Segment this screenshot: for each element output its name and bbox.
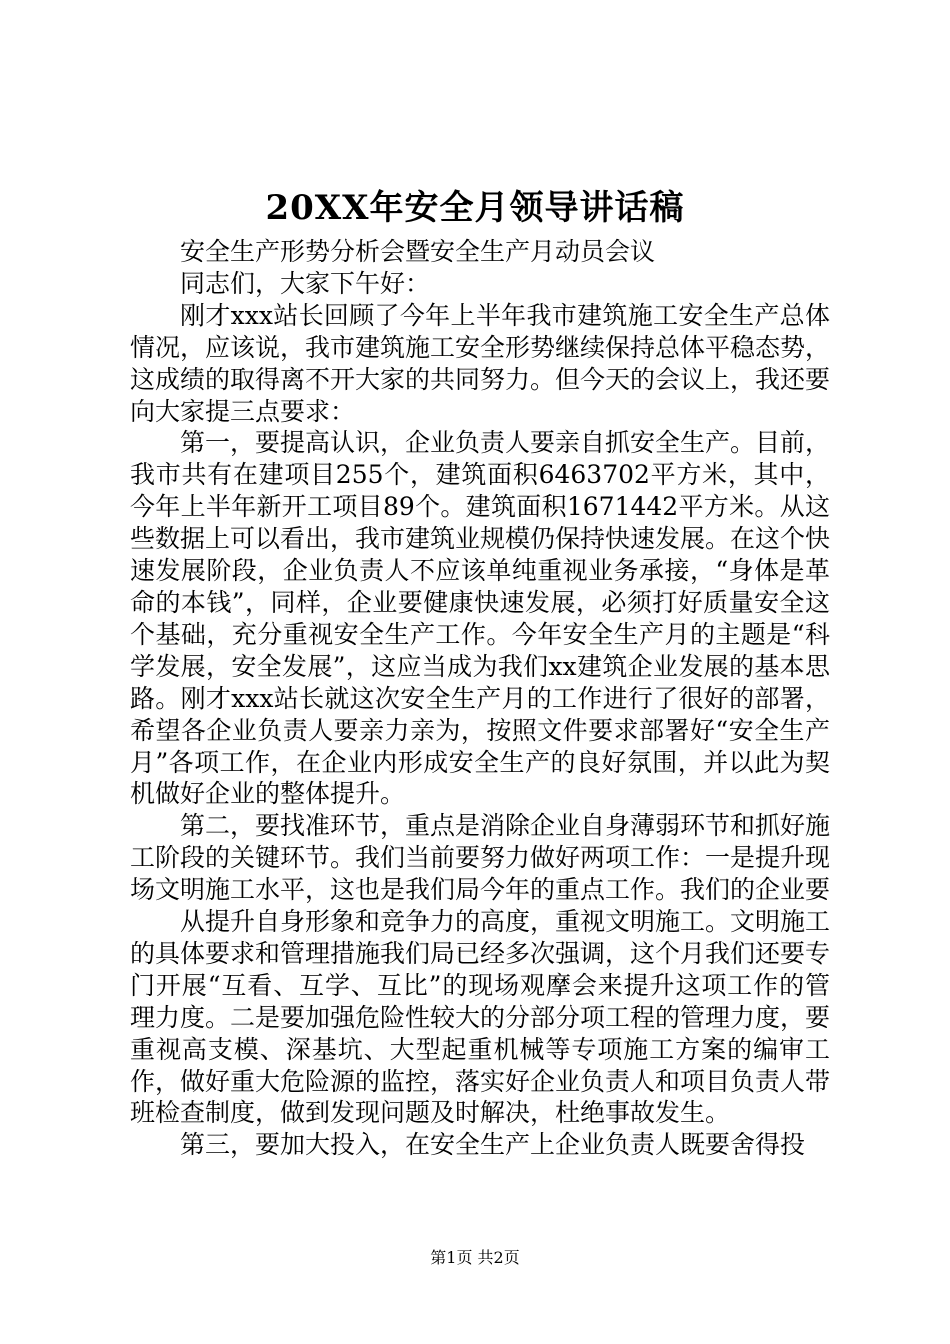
paragraph-second-point-continued: 从提升自身形象和竞争力的高度，重视文明施工。文明施工的具体要求和管理措施我们局已经多次强调，这个月我们还要专门开展“互看、互学、互比”的现场观摩会来提升这项工作的管理力度。二是要加强危险性较大的分部分项工程的管理力度，要重视高支模、深基坑、大型起重机械等专项施工方案的编审工作，做好重大危险源的监控，落实好企业负责人和项目负责人带班检查制度，做到发现问题及时解决，杜绝事故发生。 — [130, 907, 831, 1128]
paragraph-third-point: 第三，要加大投入，在安全生产上企业负责人既要舍得投 — [180, 1130, 806, 1160]
page-number-footer: 第1页 共2页 — [430, 1248, 520, 1267]
paragraph-second-point: 第二，要找准环节，重点是消除企业自身薄弱环节和抓好施工阶段的关键环节。我们当前要努力做好两项工作：一是提升现场文明施工水平，这也是我们局今年的重点工作。我们的企业要 — [130, 811, 831, 905]
greeting: 同志们，大家下午好： — [180, 268, 431, 298]
paragraph-intro: 刚才xxx站长回顾了今年上半年我市建筑施工安全生产总体情况，应该说，我市建筑施工安全形势继续保持总体平稳态势，这成绩的取得离不开大家的共同努力。但今天的会议上，我还要向大家提三点要求： — [130, 300, 831, 426]
meeting-subtitle: 安全生产形势分析会暨安全生产月动员会议 — [180, 237, 656, 266]
paragraph-first-point: 第一，要提高认识，企业负责人要亲自抓安全生产。目前，我市共有在建项目255个，建筑面积6463702平方米，其中，今年上半年新开工项目89个。建筑面积1671442平方米。从这些数据上可以看出，我市建筑业规模仍保持快速发展。在这个快速发展阶段，企业负责人不应该单纯重视业务承接，“身体是革命的本钱”，同样，企业要健康快速发展，必须打好质量安全这个基础，充分重视安全生产工作。今年安全生产月的主题是“科学发展，安全发展”，这应当成为我们xx建筑企业发展的基本思路。刚才xxx站长就这次安全生产月的工作进行了很好的部署，希望各企业负责人要亲力亲为，按照文件要求部署好“安全生产月”各项工作，在企业内形成安全生产的良好氛围，并以此为契机做好企业的整体提升。 — [130, 428, 831, 809]
document-title: 20XX年安全月领导讲话稿 — [265, 188, 685, 228]
document-body — [130, 236, 830, 1161]
